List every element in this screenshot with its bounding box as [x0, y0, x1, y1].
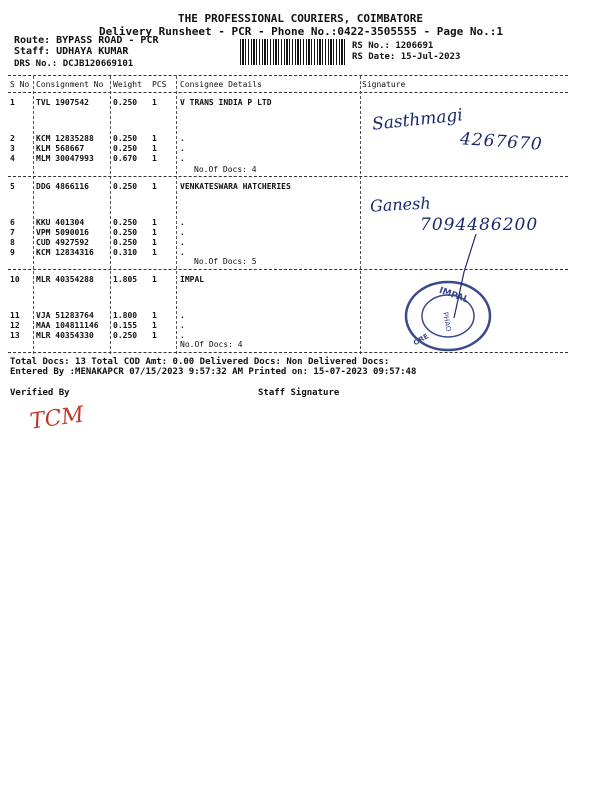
verified-by-label: Verified By [10, 388, 70, 398]
handwritten-phone: 7094486200 [420, 215, 539, 235]
route-label: Route: BYPASS ROAD - PCR [14, 35, 159, 46]
row-weight: 0.155 [113, 321, 138, 330]
svg-text:IMPAL: IMPAL [437, 285, 470, 306]
row-weight: 0.310 [113, 248, 138, 257]
row-consignee: . [180, 134, 185, 143]
rs-date: RS Date: 15-Jul-2023 [352, 52, 461, 62]
column-rule [360, 76, 361, 354]
row-consignee: VENKATESWARA HATCHERIES [180, 182, 291, 191]
row-pcs: 1 [152, 154, 157, 163]
row-consignment: KCM 12834316 [36, 248, 94, 257]
row-pcs: 1 [152, 331, 157, 340]
row-consignee: . [180, 144, 185, 153]
row-weight: 0.250 [113, 182, 138, 191]
row-consignee: . [180, 154, 185, 163]
row-sno: 7 [10, 228, 15, 237]
row-consignment: KCM 12835288 [36, 134, 94, 143]
drs-number: DRS No.: DCJB120669101 [14, 59, 134, 69]
row-sno: 10 [10, 275, 20, 284]
barcode [240, 39, 346, 65]
docs-count: No.Of Docs: 4 [194, 165, 257, 174]
row-consignee: . [180, 228, 185, 237]
column-rule [176, 76, 177, 354]
row-consignment: TVL 1907542 [36, 98, 89, 107]
col-sno: S No [10, 80, 30, 89]
row-sno: 2 [10, 134, 15, 143]
row-consignment: MLR 40354330 [36, 331, 94, 340]
row-sno: 4 [10, 154, 15, 163]
row-pcs: 1 [152, 98, 157, 107]
row-consignment: MAA 104811146 [36, 321, 99, 330]
handwritten-signature: Ganesh [369, 193, 432, 216]
row-consignee: . [180, 331, 185, 340]
row-consignee: . [180, 311, 185, 320]
row-sno: 5 [10, 182, 15, 191]
row-consignment: KLM 568667 [36, 144, 85, 153]
row-pcs: 1 [152, 275, 157, 284]
row-consignee: V TRANS INDIA P LTD [180, 98, 272, 107]
row-consignee: . [180, 321, 185, 330]
row-sno: 8 [10, 238, 15, 247]
row-weight: 0.250 [113, 218, 138, 227]
svg-text:ORE: ORE [412, 332, 431, 348]
row-pcs: 1 [152, 238, 157, 247]
row-weight: 1.800 [113, 311, 138, 320]
handwritten-signature: Sasthmagi [371, 105, 464, 135]
row-weight: 0.670 [113, 154, 138, 163]
col-weight: Weight [113, 80, 142, 89]
row-pcs: 1 [152, 321, 157, 330]
row-consignee: . [180, 218, 185, 227]
divider [8, 176, 568, 177]
row-pcs: 1 [152, 248, 157, 257]
handwritten-phone: 4267670 [459, 129, 544, 155]
row-pcs: 1 [152, 218, 157, 227]
row-sno: 13 [10, 331, 20, 340]
divider [8, 352, 568, 353]
runsheet-title: Delivery Runsheet - PCR - Phone No.:0422-3505555 - Page No.:1 [99, 25, 503, 38]
row-sno: 9 [10, 248, 15, 257]
row-pcs: 1 [152, 228, 157, 237]
verifier-initials: TCM [28, 402, 86, 435]
row-consignment: CUD 4927592 [36, 238, 89, 247]
signature-stroke [450, 232, 480, 322]
row-sno: 12 [10, 321, 20, 330]
row-weight: 1.805 [113, 275, 138, 284]
docs-count: No.Of Docs: 5 [194, 257, 257, 266]
divider [8, 269, 568, 270]
staff-signature-label: Staff Signature [258, 388, 340, 398]
company-name: THE PROFESSIONAL COURIERS, COIMBATORE [178, 12, 424, 25]
col-consignee: Consignee Details [180, 80, 262, 89]
row-pcs: 1 [152, 182, 157, 191]
svg-text:PHAO: PHAO [441, 311, 453, 333]
row-weight: 0.250 [113, 228, 138, 237]
entered-by-line: Entered By :MENAKAPCR 07/15/2023 9:57:32 AM Printed on: 15-07-2023 09:57:48 [10, 367, 417, 377]
row-weight: 0.250 [113, 134, 138, 143]
row-weight: 0.250 [113, 331, 138, 340]
row-sno: 6 [10, 218, 15, 227]
staff-label: Staff: UDHAYA KUMAR [14, 46, 129, 57]
row-consignment: VPM 5090016 [36, 228, 89, 237]
row-weight: 0.250 [113, 98, 138, 107]
row-sno: 11 [10, 311, 20, 320]
totals-line: Total Docs: 13 Total COD Amt: 0.00 Delivered Docs: Non Delivered Docs: [10, 357, 390, 367]
row-weight: 0.250 [113, 238, 138, 247]
row-pcs: 1 [152, 144, 157, 153]
col-consignment: Consignment No [36, 80, 104, 89]
row-sno: 1 [10, 98, 15, 107]
row-pcs: 1 [152, 311, 157, 320]
row-consignment: MLR 40354288 [36, 275, 94, 284]
row-consignee: IMPAL [180, 275, 205, 284]
divider [8, 92, 568, 93]
col-pcs: PCS [152, 80, 167, 89]
col-signature: Signature [362, 80, 406, 89]
row-weight: 0.250 [113, 144, 138, 153]
row-consignee: . [180, 238, 185, 247]
divider [8, 75, 568, 76]
column-rule [110, 76, 111, 354]
row-consignment: KKU 401304 [36, 218, 85, 227]
row-consignment: DDG 4866116 [36, 182, 89, 191]
docs-count: No.Of Docs: 4 [180, 340, 243, 349]
row-consignment: VJA 51283764 [36, 311, 94, 320]
row-consignee: . [180, 248, 185, 257]
column-rule [33, 76, 34, 354]
row-consignment: MLM 30047993 [36, 154, 94, 163]
row-pcs: 1 [152, 134, 157, 143]
company-stamp [400, 278, 496, 354]
rs-number: RS No.: 1206691 [352, 41, 434, 51]
row-sno: 3 [10, 144, 15, 153]
